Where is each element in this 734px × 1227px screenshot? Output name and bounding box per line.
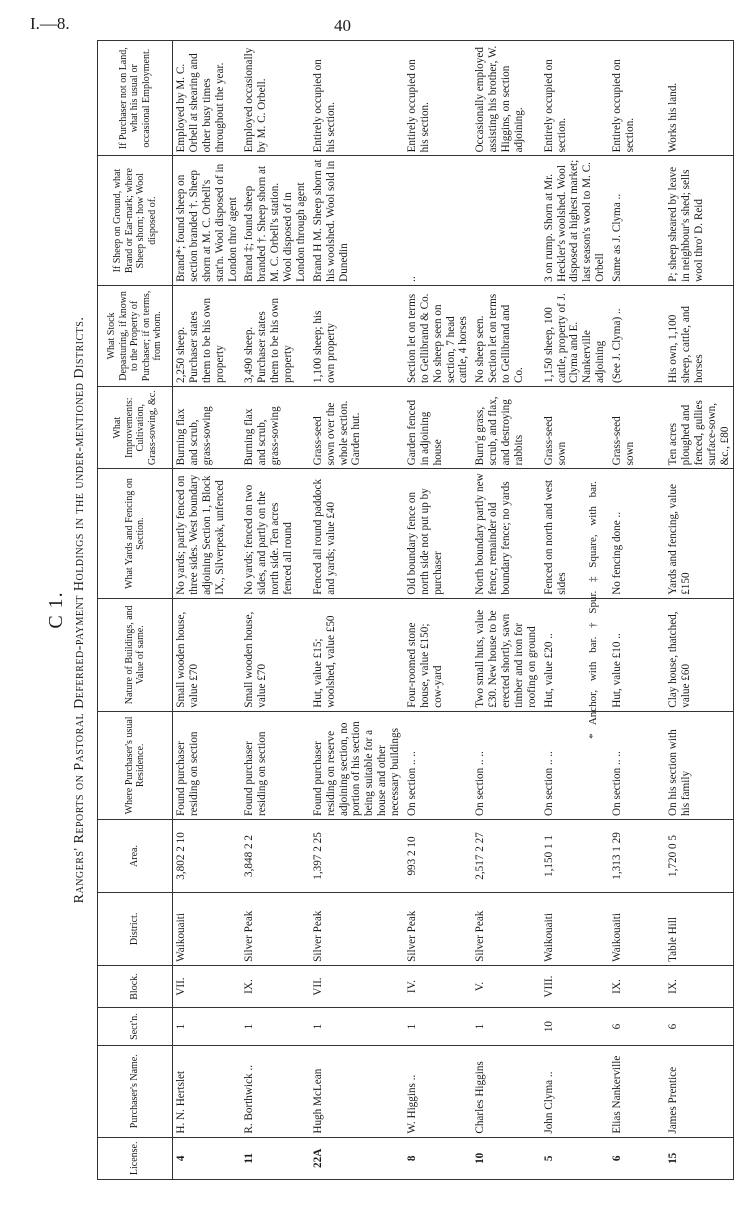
cell-employment: Entirely occupied on section.: [609, 41, 665, 156]
table-row: [472, 41, 540, 1180]
table-row: [404, 41, 472, 1180]
cell-section: 1: [173, 1008, 242, 1046]
cell-residence: On his section with his family: [665, 711, 734, 819]
cell-employment: Entirely occupied on his section.: [310, 41, 404, 156]
column-header: What Improvements: Cultivation, Grass-sowing, &c.: [98, 387, 173, 469]
cell-improvements: Ten acres ploughed and fenced, gullies surface-sown, &c., £80: [665, 387, 734, 469]
cell-employment: Entirely occupied on his section.: [404, 41, 472, 156]
cell-residence: On section .. ..: [404, 711, 472, 819]
cell-name: Charles Higgins: [472, 1045, 540, 1137]
cell-district: Waikouaiti: [609, 892, 665, 965]
cell-buildings: Hut, value £10 ..: [609, 598, 665, 711]
column-header: Nature of Buildings, and Value of same.: [98, 598, 173, 711]
cell-section: 1: [241, 1008, 309, 1046]
table-row: [609, 41, 665, 1180]
cell-section: 6: [665, 1008, 734, 1046]
table-row: [665, 41, 734, 1180]
document-title: C 1.: [45, 591, 67, 629]
cell-section: 10: [541, 1008, 609, 1046]
cell-name: John Clyma ..: [541, 1045, 609, 1137]
cell-name: W. Higgins ..: [404, 1045, 472, 1137]
cell-sheep: [472, 156, 540, 285]
cell-buildings: Small wooden house, value £70: [173, 598, 242, 711]
column-header: District.: [98, 892, 173, 965]
cell-sheep: Brand H M. Sheep shorn at his woolshed. Wool sold in Dunedin: [310, 156, 404, 285]
cell-name: H. N. Hertslet: [173, 1045, 242, 1137]
cell-employment: Works his land.: [665, 41, 734, 156]
cell-area: 1,150 1 1: [541, 820, 609, 893]
cell-name: Hugh McLean: [310, 1045, 404, 1137]
cell-improvements: Burning flax and scrub, grass-sowing: [173, 387, 242, 469]
cell-buildings: Small wooden house, value £70: [241, 598, 309, 711]
cell-residence: Found purchaser residing on section: [241, 711, 309, 819]
cell-improvements: Burning flax and scrub, grass-sowing: [241, 387, 309, 469]
cell-sheep: P; sheep sheared by leave in neighbour's shed; sells wool thro' D. Reid: [665, 156, 734, 285]
cell-sheep: Brand ‡; found sheep branded †. Sheep shorn at M. C. Orbell's station. Wool disposed of in London through agent: [241, 156, 309, 285]
cell-district: Waikouaiti: [541, 892, 609, 965]
cell-improvements: Grass-seed sown over the whole section. Garden hut.: [310, 387, 404, 469]
cell-employment: Employed occasionally by M. C. Orbell.: [241, 41, 309, 156]
cell-sheep: 3 on rump. Shorn at Mr. Heckler's woolshed. Wool disposed at highest market; last season's wool to M. C. Orbell: [541, 156, 609, 285]
cell-fencing: Yards and fencing, value £150: [665, 469, 734, 598]
cell-block: IX.: [241, 965, 309, 1007]
cell-stock: 1,150 sheep, 100 cattle, property of J. Clyma and E. Nankerville adjoining: [541, 285, 609, 386]
column-header: Purchaser's Name.: [98, 1045, 173, 1137]
cell-name: R. Borthwick ..: [241, 1045, 309, 1137]
cell-improvements: Burn'g grass, scrub, and flax, and destroying rabbits: [472, 387, 540, 469]
cell-stock: No sheep seen. Section let on terms to Gellibrand and Co.: [472, 285, 540, 386]
column-header: Block.: [98, 965, 173, 1007]
cell-improvements: Garden fenced in adjoining house: [404, 387, 472, 469]
column-header: What Stock Depasturing, if known to the Property of Purchaser; if on terms, from whom.: [98, 285, 173, 386]
cell-improvements: Grass-seed sown: [541, 387, 609, 469]
page-reference: I.—8.: [30, 14, 70, 33]
cell-district: Silver Peak: [310, 892, 404, 965]
cell-area: 2,517 2 27: [472, 820, 540, 893]
cell-buildings: Clay house, thatched, value £60: [665, 598, 734, 711]
cell-name: Elias Nankerville: [609, 1045, 665, 1137]
cell-stock: 3,490 sheep. Purchaser states them to be his own property: [241, 285, 309, 386]
cell-fencing: Fenced all round paddock and yards; value £40: [310, 469, 404, 598]
cell-area: 1,313 1 29: [609, 820, 665, 893]
cell-section: 6: [609, 1008, 665, 1046]
cell-area: 1,397 2 25: [310, 820, 404, 893]
table-row: [310, 41, 404, 1180]
cell-block: IX.: [665, 965, 734, 1007]
table-row: [173, 41, 242, 1180]
cell-residence: Found purchaser residing on reserve adjoining section, no portion of his section being suitable for a house and other necessary buildings: [310, 711, 404, 819]
table-body: [173, 41, 734, 1180]
cell-sheep: ..: [404, 156, 472, 285]
cell-name: James Prentice: [665, 1045, 734, 1137]
cell-stock: His own, 1,100 sheep, cattle, and horses: [665, 285, 734, 386]
cell-license: 4: [173, 1137, 242, 1179]
cell-residence: On section .. ..: [541, 711, 609, 819]
cell-area: 3,802 2 10: [173, 820, 242, 893]
cell-district: Waikouaiti: [173, 892, 242, 965]
document-subtitle: Rangers' Reports on Pastoral Deferred-payment Holdings in the under-mentioned Districts.: [72, 316, 87, 904]
cell-buildings: Two small huts, value £30. New house to be erected shortly, sawn timber and iron for roofing on ground: [472, 598, 540, 711]
cell-district: Silver Peak: [404, 892, 472, 965]
cell-residence: On section .. ..: [609, 711, 665, 819]
cell-area: 1,720 0 5: [665, 820, 734, 893]
cell-sheep: Same as J. Clyma ..: [609, 156, 665, 285]
cell-fencing: No fencing done ..: [609, 469, 665, 598]
holdings-table: [97, 40, 734, 1180]
cell-employment: Occasionally employed assisting his brother, W. Higgins, on section adjoining.: [472, 41, 540, 156]
cell-district: Table Hill: [665, 892, 734, 965]
cell-license: 5: [541, 1137, 609, 1179]
cell-stock: (See J. Clyma) ..: [609, 285, 665, 386]
cell-residence: Found purchaser residing on section: [173, 711, 242, 819]
cell-stock: 2,250 sheep. Purchaser states them to be his own property: [173, 285, 242, 386]
cell-buildings: Four-roomed stone house, value £150; cow-yard: [404, 598, 472, 711]
rotated-report: [45, 40, 731, 1180]
column-header: Where Purchaser's usual Residence.: [98, 711, 173, 819]
cell-fencing: Old boundary fence on north side not put up by purchaser: [404, 469, 472, 598]
cell-residence: On section .. ..: [472, 711, 540, 819]
cell-license: 8: [404, 1137, 472, 1179]
cell-license: 22A: [310, 1137, 404, 1179]
cell-district: Silver Peak: [241, 892, 309, 965]
cell-block: IX.: [609, 965, 665, 1007]
cell-fencing: No yards; fenced on two sides, and partly on the north side. Ten acres fenced all round: [241, 469, 309, 598]
column-header: License.: [98, 1137, 173, 1179]
cell-block: V.: [472, 965, 540, 1007]
cell-buildings: Hut, value £15; woolshed, value £50: [310, 598, 404, 711]
column-header: Area.: [98, 820, 173, 893]
column-header: If Purchaser not on Land, what his usual or occasional Employment.: [98, 41, 173, 156]
cell-license: 15: [665, 1137, 734, 1179]
cell-stock: Section let on terms to Gellibrand & Co. No sheep seen on section, 7 head cattle, 4 horses: [404, 285, 472, 386]
cell-buildings: Hut, value £20 ..: [541, 598, 609, 711]
cell-section: 1: [472, 1008, 540, 1046]
cell-block: VII.: [173, 965, 242, 1007]
cell-fencing: Fenced on north and west sides: [541, 469, 609, 598]
cell-fencing: No yards; partly fenced on three sides. West boundary adjoining Section 1, Block IX., Silverpeak, unfenced: [173, 469, 242, 598]
cell-license: 10: [472, 1137, 540, 1179]
cell-license: 11: [241, 1137, 309, 1179]
column-header: What Yards and Fencing on Section.: [98, 469, 173, 598]
cell-area: 3,848 2 2: [241, 820, 309, 893]
cell-block: IV.: [404, 965, 472, 1007]
cell-block: VII.: [310, 965, 404, 1007]
column-header: Sect'n.: [98, 1008, 173, 1046]
cell-improvements: Grass-seed sown: [609, 387, 665, 469]
cell-license: 6: [609, 1137, 665, 1179]
footnotes: * Anchor, with bar. † Spur. ‡ Square, with bar.: [587, 481, 599, 739]
cell-section: 1: [404, 1008, 472, 1046]
cell-fencing: North boundary partly new fence, remainder old boundary fence; no yards: [472, 469, 540, 598]
header-row: [98, 41, 173, 1180]
table-row: [241, 41, 309, 1180]
cell-employment: Entirely occupied on section.: [541, 41, 609, 156]
cell-stock: 1,100 sheep; his own property: [310, 285, 404, 386]
cell-block: VIII.: [541, 965, 609, 1007]
cell-area: 993 2 10: [404, 820, 472, 893]
cell-district: Silver Peak: [472, 892, 540, 965]
cell-employment: Employed by M. C. Orbell at shearing and other busy times throughout the year.: [173, 41, 242, 156]
cell-section: 1: [310, 1008, 404, 1046]
cell-sheep: Brand*; found sheep on section branded †. Sheep shorn at M. C. Orbell's stat'n. Wool disposed of in London thro' agent: [173, 156, 242, 285]
column-header: If Sheep on Ground, what Brand or Ear-mark; where Sheep shorn; how Wool disposed of.: [98, 156, 173, 285]
page-number: 40: [334, 16, 351, 35]
